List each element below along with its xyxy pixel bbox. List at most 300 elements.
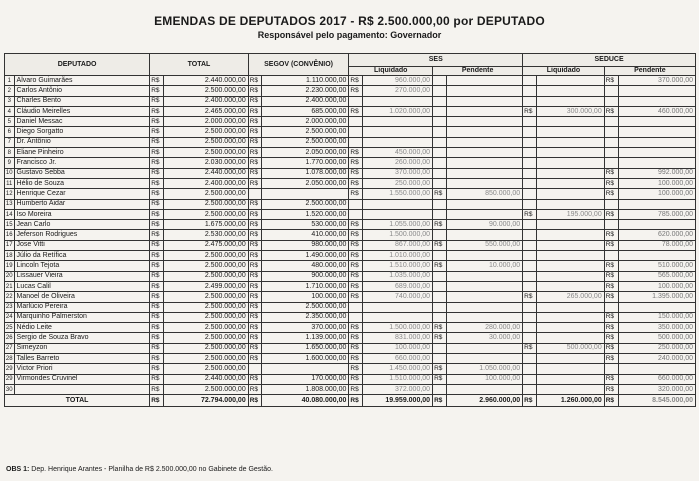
currency-symbol: R$: [523, 106, 537, 116]
currency-symbol: [433, 302, 447, 312]
seduce-liquidado-value: [536, 158, 604, 168]
ses-pendente-value: 90.000,00: [446, 220, 522, 230]
ses-pendente-value: [446, 117, 522, 127]
currency-symbol: R$: [150, 117, 164, 127]
currency-symbol: [433, 251, 447, 261]
totals-ses-pendente-value: 2.960.000,00: [446, 395, 522, 407]
seduce-pendente-value: 78.000,00: [618, 240, 696, 250]
currency-symbol: R$: [523, 292, 537, 302]
totals-segov-value: 40.080.000,00: [262, 395, 349, 407]
currency-symbol: [604, 137, 618, 147]
currency-symbol: R$: [604, 261, 618, 271]
currency-symbol: R$: [248, 168, 262, 178]
total-value: 2.030.000,00: [163, 158, 248, 168]
currency-symbol: [523, 137, 537, 147]
ses-liquidado-value: 831.000,00: [363, 333, 433, 343]
ses-pendente-value: [446, 168, 522, 178]
seduce-liquidado-value: [536, 168, 604, 178]
currency-symbol: R$: [433, 374, 447, 384]
segov-value: 2.400.000,00: [262, 96, 349, 106]
currency-symbol: [349, 127, 363, 137]
currency-symbol: [523, 251, 537, 261]
segov-value: 685.000,00: [262, 106, 349, 116]
currency-symbol: [523, 76, 537, 86]
ses-liquidado-value: 740.000,00: [363, 292, 433, 302]
currency-symbol: [349, 137, 363, 147]
currency-symbol: R$: [433, 189, 447, 199]
segov-value: 1.808.000,00: [262, 384, 349, 394]
ses-liquidado-value: [363, 127, 433, 137]
segov-value: 1.110.000,00: [262, 76, 349, 86]
currency-symbol: R$: [150, 364, 164, 374]
ses-pendente-value: 280.000,00: [446, 323, 522, 333]
currency-symbol: [523, 168, 537, 178]
totals-row: [5, 395, 696, 407]
segov-value: 1.139.000,00: [262, 333, 349, 343]
currency-symbol: R$: [349, 178, 363, 188]
table-row: [5, 261, 696, 271]
total-value: 2.500.000,00: [163, 86, 248, 96]
ses-liquidado-value: 372.000,00: [363, 384, 433, 394]
ses-liquidado-value: 1.510.000,00: [363, 261, 433, 271]
seduce-pendente-value: 1.395.000,00: [618, 292, 696, 302]
currency-symbol: [523, 178, 537, 188]
obs-label: OBS 1:: [6, 466, 30, 473]
currency-symbol: R$: [523, 343, 537, 353]
currency-symbol: [433, 168, 447, 178]
segov-value: 1.078.000,00: [262, 168, 349, 178]
currency-symbol: [433, 199, 447, 209]
segov-value: 2.500.000,00: [262, 302, 349, 312]
deputado-name: Marquinho Palmerston: [14, 312, 150, 322]
currency-symbol: R$: [248, 395, 262, 407]
currency-symbol: [433, 292, 447, 302]
total-value: 2.440.000,00: [163, 374, 248, 384]
currency-symbol: [523, 199, 537, 209]
seduce-pendente-value: [618, 158, 696, 168]
table-row: [5, 117, 696, 127]
currency-symbol: [433, 106, 447, 116]
deputado-name: Marlúcio Pereira: [14, 302, 150, 312]
ses-pendente-value: 850.000,00: [446, 189, 522, 199]
deputado-name: Victor Priori: [14, 364, 150, 374]
seduce-liquidado-value: [536, 96, 604, 106]
ses-liquidado-value: 1.500.000,00: [363, 323, 433, 333]
currency-symbol: [349, 117, 363, 127]
ses-pendente-value: [446, 271, 522, 281]
table-row: [5, 158, 696, 168]
currency-symbol: R$: [150, 199, 164, 209]
currency-symbol: [433, 137, 447, 147]
currency-symbol: R$: [349, 76, 363, 86]
currency-symbol: R$: [604, 323, 618, 333]
total-value: 2.500.000,00: [163, 312, 248, 322]
currency-symbol: R$: [349, 106, 363, 116]
currency-symbol: [523, 312, 537, 322]
currency-symbol: R$: [248, 323, 262, 333]
currency-symbol: R$: [604, 209, 618, 219]
currency-symbol: [433, 96, 447, 106]
ses-liquidado-value: 1.510.000,00: [363, 374, 433, 384]
seduce-pendente-value: [618, 302, 696, 312]
table-row: [5, 178, 696, 188]
ses-liquidado-value: 370.000,00: [363, 168, 433, 178]
currency-symbol: [604, 96, 618, 106]
ses-pendente-value: [446, 343, 522, 353]
segov-value: 1.710.000,00: [262, 281, 349, 291]
deputado-name: Simeyzon: [14, 343, 150, 353]
seduce-liquidado-value: [536, 374, 604, 384]
table-row: [5, 209, 696, 219]
ses-liquidado-value: 960.000,00: [363, 76, 433, 86]
deputado-name: Manoel de Oliveira: [14, 292, 150, 302]
row-number: 13: [5, 199, 15, 209]
observation-note: [6, 466, 273, 473]
currency-symbol: R$: [150, 343, 164, 353]
total-value: 2.500.000,00: [163, 354, 248, 364]
table-row: [5, 374, 696, 384]
currency-symbol: [349, 209, 363, 219]
deputado-name: Jean Carlo: [14, 220, 150, 230]
seduce-liquidado-value: [536, 281, 604, 291]
segov-value: 1.520.000,00: [262, 209, 349, 219]
seduce-liquidado-value: [536, 271, 604, 281]
ses-pendente-value: [446, 384, 522, 394]
currency-symbol: R$: [248, 137, 262, 147]
currency-symbol: R$: [349, 86, 363, 96]
currency-symbol: R$: [248, 199, 262, 209]
deputado-name: Eliane Pinheiro: [14, 148, 150, 158]
table-row: [5, 240, 696, 250]
table-row: [5, 292, 696, 302]
currency-symbol: [523, 281, 537, 291]
row-number: 7: [5, 137, 15, 147]
seduce-pendente-value: 100.000,00: [618, 281, 696, 291]
deputado-name: Jeferson Rodrigues: [14, 230, 150, 240]
currency-symbol: [349, 199, 363, 209]
currency-symbol: R$: [349, 271, 363, 281]
currency-symbol: R$: [248, 76, 262, 86]
currency-symbol: [523, 302, 537, 312]
currency-symbol: [604, 302, 618, 312]
currency-symbol: R$: [150, 230, 164, 240]
seduce-pendente-value: [618, 148, 696, 158]
currency-symbol: R$: [349, 168, 363, 178]
ses-pendente-value: [446, 96, 522, 106]
currency-symbol: R$: [150, 271, 164, 281]
segov-value: [262, 364, 349, 374]
seduce-pendente-value: 370.000,00: [618, 76, 696, 86]
total-value: 2.500.000,00: [163, 333, 248, 343]
currency-symbol: [248, 189, 262, 199]
currency-symbol: R$: [248, 240, 262, 250]
currency-symbol: R$: [150, 395, 164, 407]
currency-symbol: [433, 178, 447, 188]
seduce-pendente-value: 660.000,00: [618, 374, 696, 384]
totals-seduce-liquidado-value: 1.260.000,00: [536, 395, 604, 407]
deputado-name: Diego Sorgatto: [14, 127, 150, 137]
ses-liquidado-value: 1.450.000,00: [363, 364, 433, 374]
row-number: 22: [5, 292, 15, 302]
currency-symbol: R$: [523, 209, 537, 219]
currency-symbol: R$: [349, 354, 363, 364]
deputado-name: Nédio Leite: [14, 323, 150, 333]
segov-value: 900.000,00: [262, 271, 349, 281]
currency-symbol: R$: [150, 323, 164, 333]
header-seduce-pendente: Pendente: [604, 67, 695, 76]
table-row: [5, 354, 696, 364]
segov-value: 2.000.000,00: [262, 117, 349, 127]
currency-symbol: R$: [349, 333, 363, 343]
ses-liquidado-value: [363, 199, 433, 209]
row-number: 11: [5, 178, 15, 188]
currency-symbol: R$: [604, 281, 618, 291]
table-row: [5, 137, 696, 147]
ses-pendente-value: [446, 354, 522, 364]
currency-symbol: R$: [604, 374, 618, 384]
currency-symbol: [523, 271, 537, 281]
total-value: 2.500.000,00: [163, 199, 248, 209]
ses-liquidado-value: 250.000,00: [363, 178, 433, 188]
seduce-pendente-value: [618, 364, 696, 374]
table-row: [5, 168, 696, 178]
table-body: [5, 76, 696, 407]
currency-symbol: [523, 189, 537, 199]
total-value: 2.475.000,00: [163, 240, 248, 250]
row-number: 14: [5, 209, 15, 219]
segov-value: 1.650.000,00: [262, 343, 349, 353]
ses-pendente-value: [446, 209, 522, 219]
currency-symbol: [523, 354, 537, 364]
seduce-pendente-value: 510.000,00: [618, 261, 696, 271]
currency-symbol: R$: [433, 220, 447, 230]
currency-symbol: [433, 127, 447, 137]
seduce-liquidado-value: [536, 240, 604, 250]
deputado-name: Henrique Cezar: [14, 189, 150, 199]
ses-pendente-value: 1.050.000,00: [446, 364, 522, 374]
ses-liquidado-value: 1.500.000,00: [363, 230, 433, 240]
currency-symbol: R$: [248, 384, 262, 394]
table-row: [5, 271, 696, 281]
ses-liquidado-value: 867.000,00: [363, 240, 433, 250]
currency-symbol: [433, 76, 447, 86]
seduce-pendente-value: 320.000,00: [618, 384, 696, 394]
row-number: 18: [5, 251, 15, 261]
header-seduce-liquidado: Liquidado: [523, 67, 605, 76]
ses-liquidado-value: 1.550.000,00: [363, 189, 433, 199]
currency-symbol: [433, 86, 447, 96]
currency-symbol: [523, 117, 537, 127]
ses-pendente-value: [446, 230, 522, 240]
total-value: 2.500.000,00: [163, 261, 248, 271]
segov-value: 480.000,00: [262, 261, 349, 271]
currency-symbol: R$: [248, 343, 262, 353]
row-number: 23: [5, 302, 15, 312]
currency-symbol: [433, 209, 447, 219]
table-row: [5, 384, 696, 394]
seduce-liquidado-value: [536, 302, 604, 312]
currency-symbol: R$: [248, 271, 262, 281]
currency-symbol: R$: [150, 261, 164, 271]
currency-symbol: R$: [349, 158, 363, 168]
row-number: 12: [5, 189, 15, 199]
ses-liquidado-value: [363, 117, 433, 127]
segov-value: 2.500.000,00: [262, 199, 349, 209]
currency-symbol: R$: [150, 384, 164, 394]
row-number: 1: [5, 76, 15, 86]
table-row: [5, 251, 696, 261]
total-value: 1.675.000,00: [163, 220, 248, 230]
page-title: EMENDAS DE DEPUTADOS 2017 - R$ 2.500.000,00 por DEPUTADO: [154, 14, 545, 28]
currency-symbol: R$: [150, 240, 164, 250]
ses-liquidado-value: 660.000,00: [363, 354, 433, 364]
total-value: 2.530.000,00: [163, 230, 248, 240]
ses-liquidado-value: [363, 96, 433, 106]
seduce-liquidado-value: [536, 148, 604, 158]
deputado-name: Lucas Calil: [14, 281, 150, 291]
seduce-pendente-value: 500.000,00: [618, 333, 696, 343]
ses-pendente-value: [446, 281, 522, 291]
ses-liquidado-value: 1.035.000,00: [363, 271, 433, 281]
currency-symbol: [604, 127, 618, 137]
currency-symbol: R$: [150, 312, 164, 322]
ses-liquidado-value: 1.055.000,00: [363, 220, 433, 230]
ses-pendente-value: [446, 251, 522, 261]
total-value: 2.500.000,00: [163, 384, 248, 394]
currency-symbol: R$: [248, 117, 262, 127]
header-total: TOTAL: [150, 54, 249, 76]
ses-pendente-value: 100.000,00: [446, 374, 522, 384]
seduce-liquidado-value: [536, 384, 604, 394]
currency-symbol: [604, 251, 618, 261]
totals-label: TOTAL: [5, 395, 150, 407]
total-value: 2.500.000,00: [163, 271, 248, 281]
seduce-liquidado-value: [536, 178, 604, 188]
emendas-table: [4, 53, 696, 407]
currency-symbol: [433, 230, 447, 240]
currency-symbol: R$: [248, 251, 262, 261]
currency-symbol: R$: [433, 333, 447, 343]
currency-symbol: R$: [433, 261, 447, 271]
seduce-pendente-value: 100.000,00: [618, 189, 696, 199]
header-segov: SEGOV (CONVÊNIO): [248, 54, 349, 76]
total-value: 2.500.000,00: [163, 292, 248, 302]
currency-symbol: [523, 323, 537, 333]
seduce-pendente-value: [618, 137, 696, 147]
ses-liquidado-value: 1.020.000,00: [363, 106, 433, 116]
ses-liquidado-value: 260.000,00: [363, 158, 433, 168]
currency-symbol: [433, 281, 447, 291]
currency-symbol: R$: [150, 158, 164, 168]
deputado-name: Talles Barreto: [14, 354, 150, 364]
seduce-pendente-value: 100.000,00: [618, 178, 696, 188]
seduce-liquidado-value: 265.000,00: [536, 292, 604, 302]
currency-symbol: R$: [349, 230, 363, 240]
ses-pendente-value: [446, 178, 522, 188]
obs-text: Dep. Henrique Arantes - Planilha de R$ 2.500.000,00 no Gabinete de Gestão.: [31, 466, 273, 473]
seduce-pendente-value: 620.000,00: [618, 230, 696, 240]
table-row: [5, 86, 696, 96]
currency-symbol: R$: [349, 189, 363, 199]
currency-symbol: R$: [349, 395, 363, 407]
row-number: 4: [5, 106, 15, 116]
currency-symbol: R$: [150, 251, 164, 261]
seduce-liquidado-value: [536, 364, 604, 374]
currency-symbol: [604, 148, 618, 158]
currency-symbol: R$: [604, 312, 618, 322]
currency-symbol: R$: [150, 178, 164, 188]
table-row: [5, 189, 696, 199]
deputado-name: Jose Vitti: [14, 240, 150, 250]
currency-symbol: [523, 240, 537, 250]
currency-symbol: R$: [150, 106, 164, 116]
currency-symbol: R$: [248, 302, 262, 312]
currency-symbol: R$: [248, 261, 262, 271]
table-row: [5, 127, 696, 137]
totals-ses-liquidado-value: 19.959.000,00: [363, 395, 433, 407]
currency-symbol: R$: [604, 271, 618, 281]
seduce-liquidado-value: [536, 127, 604, 137]
seduce-pendente-value: 240.000,00: [618, 354, 696, 364]
total-value: 2.500.000,00: [163, 302, 248, 312]
currency-symbol: [433, 384, 447, 394]
row-number: 29: [5, 364, 15, 374]
header-ses-liquidado: Liquidado: [349, 67, 433, 76]
ses-pendente-value: [446, 76, 522, 86]
currency-symbol: R$: [150, 86, 164, 96]
currency-symbol: R$: [248, 148, 262, 158]
ses-pendente-value: [446, 302, 522, 312]
currency-symbol: R$: [150, 189, 164, 199]
total-value: 2.500.000,00: [163, 209, 248, 219]
currency-symbol: R$: [604, 292, 618, 302]
currency-symbol: R$: [150, 354, 164, 364]
currency-symbol: R$: [248, 312, 262, 322]
currency-symbol: R$: [433, 395, 447, 407]
deputado-name: [14, 384, 150, 394]
seduce-liquidado-value: [536, 261, 604, 271]
total-value: 2.499.000,00: [163, 281, 248, 291]
ses-liquidado-value: 100.000,00: [363, 343, 433, 353]
segov-value: 100.000,00: [262, 292, 349, 302]
deputado-name: Sergio de Souza Bravo: [14, 333, 150, 343]
currency-symbol: R$: [248, 127, 262, 137]
ses-liquidado-value: [363, 137, 433, 147]
currency-symbol: R$: [150, 96, 164, 106]
row-number: 20: [5, 271, 15, 281]
seduce-liquidado-value: [536, 312, 604, 322]
total-value: 2.500.000,00: [163, 364, 248, 374]
seduce-pendente-value: [618, 86, 696, 96]
currency-symbol: R$: [150, 302, 164, 312]
segov-value: 980.000,00: [262, 240, 349, 250]
currency-symbol: [433, 312, 447, 322]
currency-symbol: R$: [604, 354, 618, 364]
table-row: [5, 343, 696, 353]
currency-symbol: [523, 158, 537, 168]
row-number: 3: [5, 96, 15, 106]
row-number: 15: [5, 220, 15, 230]
deputado-name: Humberto Aidar: [14, 199, 150, 209]
seduce-pendente-value: [618, 96, 696, 106]
currency-symbol: R$: [433, 364, 447, 374]
header-ses-pendente: Pendente: [433, 67, 523, 76]
total-value: 2.500.000,00: [163, 137, 248, 147]
currency-symbol: [604, 158, 618, 168]
segov-value: 170.000,00: [262, 374, 349, 384]
table-row: [5, 220, 696, 230]
currency-symbol: R$: [349, 281, 363, 291]
